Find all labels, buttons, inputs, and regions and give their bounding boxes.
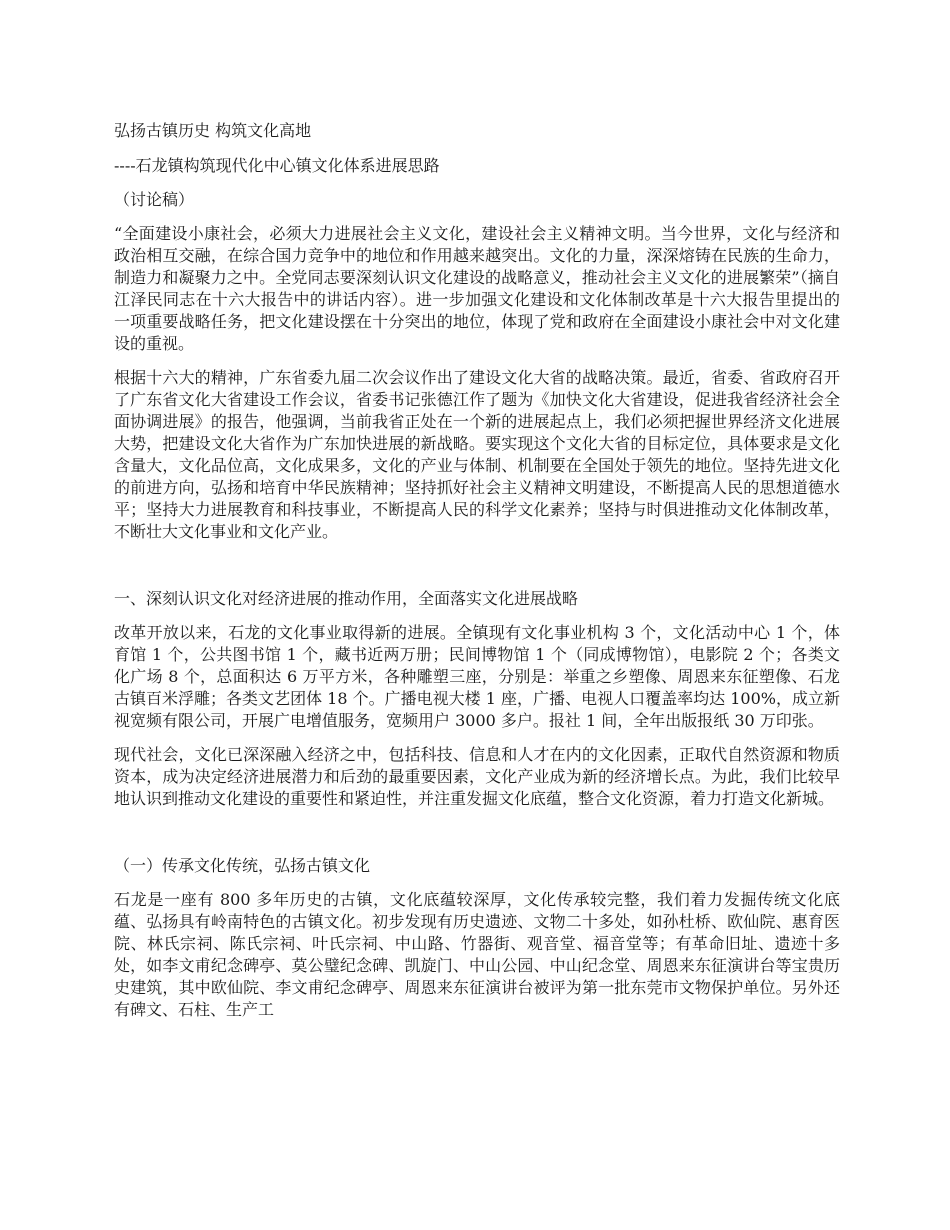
section-1-paragraph-2: 现代社会，文化已深深融入经济之中，包括科技、信息和人才在内的文化因素，正取代自然资源和物质资本，成为决定经济进展潜力和后劲的最重要因素，文化产业成为新的经济增长点。为此，我们比较早地认识到推动文化建设的重要性和紧迫性，并注重发掘文化底蕴，整合文化资源，着力打造文化新城。 [114, 745, 840, 808]
document-page [114, 120, 840, 1033]
spacer [114, 555, 840, 588]
section-heading-1: 一、深刻认识文化对经济进展的推动作用，全面落实文化进展战略 [114, 589, 579, 608]
draft-note: （讨论稿） [114, 190, 195, 209]
intro-paragraph-2: 根据十六大的精神，广东省委九届二次会议作出了建设文化大省的战略决策。最近，省委、省政府召开了广东省文化大省建设工作会议，省委书记张德江作了题为《加快文化大省建设，促进我省经济社会全面协调进展》的报告，他强调，当前我省正处在一个新的进展起点上，我们必须把握世界经济文化进展大势，把建设文化大省作为广东加快进展的新战略。要实现这个文化大省的目标定位，具体要求是文化含量大，文化品位高，文化成果多，文化的产业与体制、机制要在全国处于领先的地位。坚持先进文化的前进方向，弘扬和培育中华民族精神；坚持抓好社会主义精神文明建设，不断提高人民的思想道德水平；坚持大力进展教育和科技事业，不断提高人民的科学文化素养；坚持与时俱进推动文化体制改革，不断壮大文化事业和文化产业。 [114, 368, 840, 541]
spacer [114, 822, 840, 855]
intro-paragraph-1: “全面建设小康社会，必须大力进展社会主义文化，建设社会主义精神文明。当今世界，文化与经济和政治相互交融，在综合国力竞争中的地位和作用越来越突出。文化的力量，深深熔铸在民族的生命力，制造力和凝聚力之中。全党同志要深刻认识文化建设的战略意义，推动社会主义文化的进展繁荣”（摘自江泽民同志在十六大报告中的讲话内容）。进一步加强文化建设和文化体制改革是十六大报告里提出的一项重要战略任务，把文化建设摆在十分突出的地位，体现了党和政府在全面建设小康社会中对文化建设的重视。 [114, 224, 840, 353]
subsection-1-paragraph-1: 石龙是一座有 800 多年历史的古镇，文化底蕴较深厚，文化传承较完整，我们着力发掘传统文化底蕴、弘扬具有岭南特色的古镇文化。初步发现有历史遗迹、文物二十多处，如孙杜桥、欧仙院、惠育医院、林氏宗祠、陈氏宗祠、叶氏宗祠、中山路、竹器街、观音堂、福音堂等；有革命旧址、遗迹十多处，如李文甫纪念碑亭、莫公璧纪念碑、凯旋门、中山公园、中山纪念堂、周恩来东征演讲台等宝贵历史建筑，其中欧仙院、李文甫纪念碑亭、周恩来东征演讲台被评为第一批东莞市文物保护单位。另外还有碑文、石柱、生产工 [114, 890, 840, 1019]
subsection-heading-1: （一）传承文化传统，弘扬古镇文化 [114, 856, 371, 875]
document-title: 弘扬古镇历史 构筑文化高地 [114, 121, 312, 140]
document-subtitle: ----石龙镇构筑现代化中心镇文化体系进展思路 [114, 156, 440, 175]
section-1-paragraph-1: 改革开放以来，石龙的文化事业取得新的进展。全镇现有文化事业机构 3 个，文化活动中心 1 个，体育馆 1 个，公共图书馆 1 个，藏书近两万册；民间博物馆 1 个（同成博物馆），电影院 2 个；各类文化广场 8 个，总面积达 6 万平方米，各种雕塑三座，分别是：举重之乡塑像、周恩来东征塑像、石龙古镇百米浮雕；各类文艺团体 18 个。广播电视大楼 1 座，广播、电视人口覆盖率均达 100%，成立新视宽频有限公司，开展广电增值服务，宽频用户 3000 多户。报社 1 间，全年出版报纸 30 万印张。 [114, 623, 840, 730]
